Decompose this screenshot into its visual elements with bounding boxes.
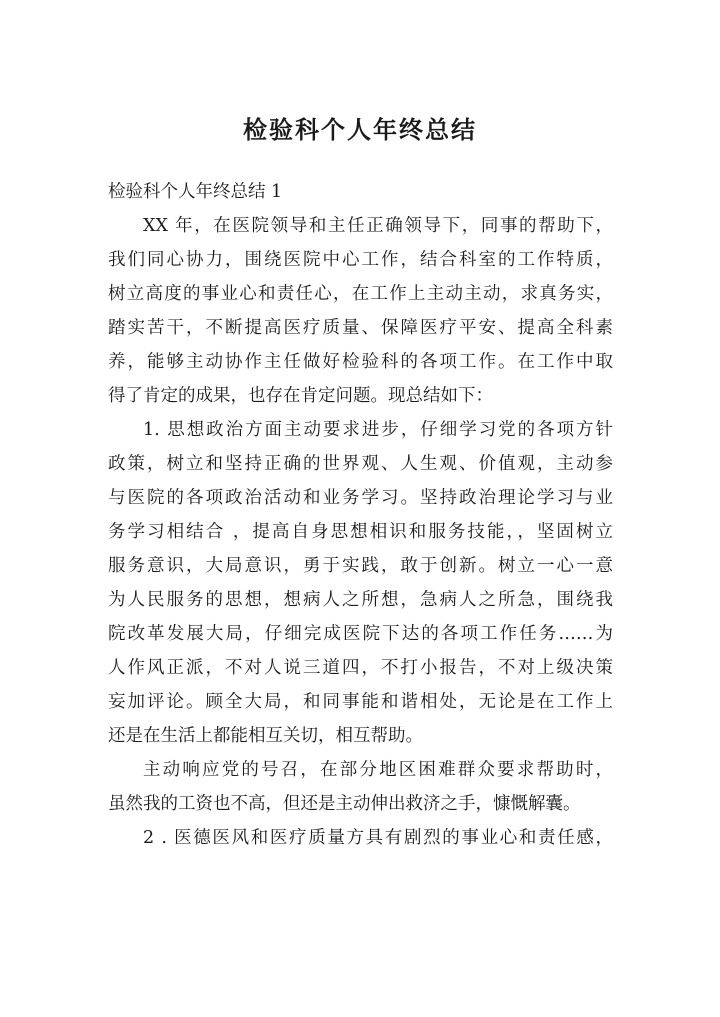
paragraph-3 [108, 753, 613, 821]
paragraph-line: 主动响应党的号召，在部分地区困难群众要求帮助时， [143, 760, 613, 780]
paragraph-line: 与医院的各项政治活动和业务学习。坚持政治理论学习与业 [108, 488, 613, 508]
paragraph-line: 务学习相结合 ，提高自身思想相识和服务技能，，坚固树立 [108, 522, 613, 542]
paragraph-line: 养，能够主动协作主任做好检验科的各项工作。在工作中取 [108, 352, 613, 372]
paragraph-line: 院改革发展大局，仔细完成医院下达的各项工作任务……为 [108, 624, 613, 644]
document-title: 检验科个人年终总结 [243, 115, 477, 144]
paragraph-4 [108, 821, 613, 855]
paragraph-line: XX 年，在医院领导和主任正确领导下，同事的帮助下， [143, 216, 613, 236]
paragraph-line: 得了肯定的成果，也存在肯定问题。现总结如下： [108, 386, 493, 406]
paragraph-line: 树立高度的事业心和责任心，在工作上主动主动，求真务实， [108, 284, 613, 304]
paragraph-2 [108, 413, 613, 753]
section-heading: 检验科个人年终总结 1 [108, 182, 283, 202]
paragraph-line: 还是在生活上都能相互关切，相互帮助。 [108, 726, 423, 746]
paragraph-line: 1. 思想政治方面主动要求进步，仔细学习党的各项方针 [143, 420, 613, 440]
paragraph-line: 我们同心协力，围绕医院中心工作，结合科室的工作特质， [108, 250, 613, 270]
paragraph-line: 人作风正派，不对人说三道四，不打小报告，不对上级决策 [108, 658, 613, 678]
paragraph-line: 政策，树立和坚持正确的世界观、人生观、价值观，主动参 [108, 454, 613, 474]
paragraph-line: 2 . 医德医风和医疗质量方具有剧烈的事业心和责任感， [143, 828, 613, 848]
paragraph-1 [108, 209, 613, 413]
paragraph-line: 踏实苦干，不断提高医疗质量、保障医疗平安、提高全科素 [108, 318, 613, 338]
paragraph-line: 虽然我的工资也不高，但还是主动伸出救济之手，慷慨解囊。 [108, 794, 581, 814]
document-body [108, 175, 613, 855]
paragraph-line: 为人民服务的思想，想病人之所想，急病人之所急，围绕我 [108, 590, 613, 610]
paragraph-line: 妄加评论。顾全大局，和同事能和谐相处，无论是在工作上 [108, 692, 613, 712]
paragraph-line: 服务意识，大局意识，勇于实践，敢于创新。树立一心一意 [108, 556, 613, 576]
